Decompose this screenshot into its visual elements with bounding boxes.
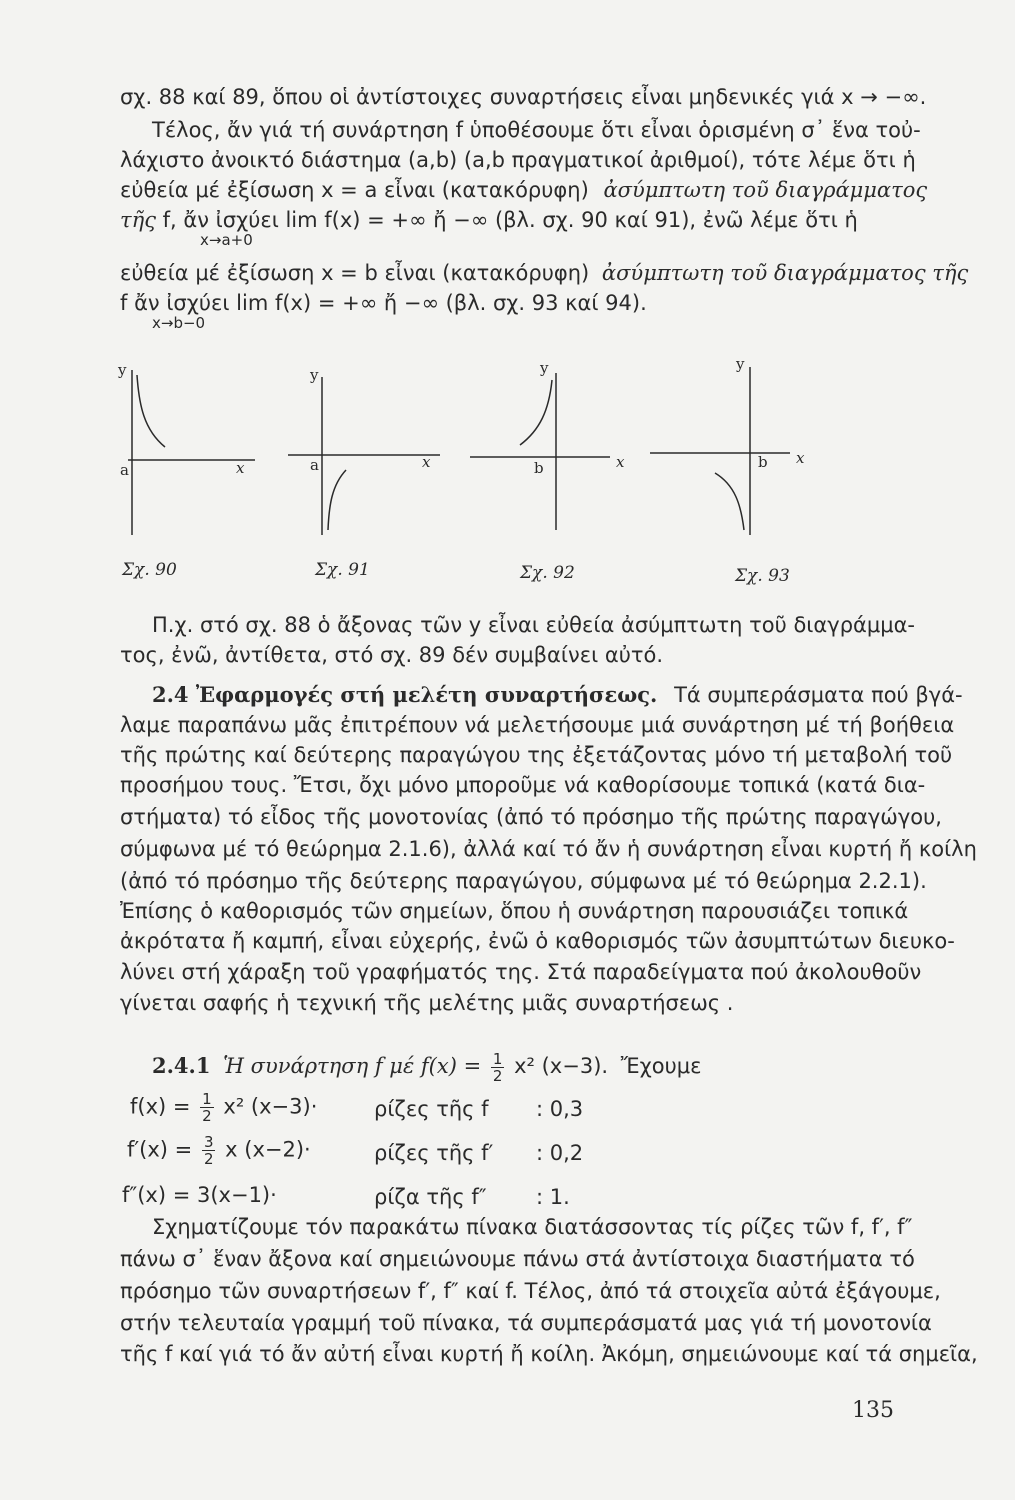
text-line: στήματα) τό εἶδος τῆς μονοτονίας (ἀπό τό πρόσημο τῆς πρώτης παραγώγου, — [120, 805, 942, 829]
example-number: 2.4.1 — [152, 1053, 211, 1078]
roots-values: : 1. — [536, 1185, 570, 1209]
text-segment: f, ἄν ἰσχύει lim f(x) = +∞ ἤ −∞ (βλ. σχ. 90 καί 91), ἐνῶ λέμε ὅτι ἡ — [162, 208, 858, 232]
text-line — [152, 680, 963, 710]
point-label: a — [120, 461, 129, 479]
text-line: λάχιστο ἀνοικτό διάστημα (a,b) (a,b πραγματικοί ἀριθμοί), τότε λέμε ὅτι ἡ — [120, 148, 916, 172]
text-line: Π.χ. στό σχ. 88 ὁ ἄξονας τῶν y εἶναι εὐθεία ἀσύμπτωτη τοῦ διαγράμμα- — [152, 613, 916, 637]
section-heading: 2.4 Ἐφαρμογές στή μελέτη συναρτήσεως. — [152, 682, 658, 707]
text-line: τος, ἐνῶ, ἀντίθετα, στό σχ. 89 δέν συμβαίνει αὐτό. — [120, 643, 664, 667]
text-line: Σχηματίζουμε τόν παρακάτω πίνακα διατάσσοντας τίς ρίζες τῶν f, f′, f″ — [152, 1215, 913, 1239]
text-segment: x² (x−3). — [514, 1054, 609, 1078]
axis-label: y — [540, 359, 549, 377]
fraction-denominator: 2 — [492, 1066, 503, 1085]
text-line: προσήμου τους. Ἔτσι, ὄχι μόνο μποροῦμε νά καθορίσουμε τοπικά (κατά δια- — [120, 773, 926, 797]
text-line: (ἀπό τό πρόσημο τῆς δεύτερης παραγώγου, σύμφωνα μέ τό θεώρημα 2.2.1). — [120, 869, 927, 893]
axis-label: x — [796, 449, 805, 467]
fraction-numerator: 1 — [492, 1049, 503, 1068]
roots-values: : 0,2 — [536, 1141, 584, 1165]
fraction-denominator: 2 — [203, 1150, 214, 1168]
text-line — [120, 258, 969, 288]
function-rhs: x (x−2)· — [225, 1137, 311, 1162]
axis-label: y — [118, 361, 127, 379]
text-line: πάνω σ᾽ ἕναν ἄξονα καί σημειώνουμε πάνω στά ἀντίστοιχα διαστήματα τό — [120, 1247, 915, 1271]
limit-subscript: x→a+0 — [200, 231, 253, 249]
italic-term: ἀσύμπτωτη τοῦ διαγράμματος — [603, 178, 928, 202]
asymptotic-curve — [520, 380, 552, 445]
figures-row — [100, 355, 900, 595]
figure-caption: Σχ. 93 — [735, 566, 790, 586]
figure-90 — [128, 370, 255, 535]
derivative-row — [130, 1091, 317, 1124]
point-label: b — [758, 453, 768, 471]
text-line: πρόσημο τῶν συναρτήσεων f′, f″ καί f. Τέλος, ἀπό τά στοιχεῖα αὐτά ἐξάγουμε, — [120, 1279, 941, 1303]
text-line: σχ. 88 καί 89, ὅπου οἱ ἀντίστοιχες συναρτήσεις εἶναι μηδενικές γιά x → −∞. — [120, 85, 927, 109]
function-lhs: f′(x) = — [127, 1137, 193, 1162]
text-line: γίνεται σαφής ἡ τεχνική τῆς μελέτης μιᾶς συναρτήσεως . — [120, 991, 734, 1015]
text-segment: Ἔχουμε — [620, 1054, 702, 1078]
fraction-numerator: 1 — [202, 1090, 212, 1108]
limit-subscript: x→b−0 — [152, 314, 206, 332]
asymptotic-curve — [328, 470, 346, 530]
text-line: f ἄν ἰσχύει lim f(x) = +∞ ἤ −∞ (βλ. σχ. 93 καί 94). — [120, 291, 647, 315]
fraction-numerator: 3 — [203, 1133, 214, 1151]
point-label: a — [310, 456, 319, 474]
axis-label: y — [736, 355, 745, 373]
axis-label: x — [422, 453, 431, 471]
fraction — [202, 1134, 216, 1167]
text-line — [120, 175, 928, 205]
fraction — [491, 1051, 505, 1084]
text-line: σύμφωνα μέ τό θεώρημα 2.1.6), ἀλλά καί τό ἄν ἡ συνάρτηση εἶναι κυρτή ἤ κοίλη — [120, 837, 977, 861]
roots-label: ρίζες τῆς f′ — [374, 1141, 494, 1165]
point-label: b — [534, 459, 544, 477]
axis-label: y — [310, 366, 319, 384]
example-title-text: Ἡ συνάρτηση f μέ f(x) = — [223, 1054, 482, 1078]
figure-caption: Σχ. 92 — [520, 563, 575, 583]
italic-term: τῆς — [120, 208, 156, 232]
text-line: τῆς πρώτης καί δεύτερης παραγώγου της ἐξετάζοντας μόνο τή μεταβολή τοῦ — [120, 743, 953, 767]
derivative-row: f″(x) = 3(x−1)· — [122, 1183, 277, 1207]
text-line: στήν τελευταία γραμμή τοῦ πίνακα, τά συμπεράσματά μας γιά τή μονοτονία — [120, 1311, 932, 1335]
text-segment: εὐθεία μέ ἐξίσωση x = a εἶναι (κατακόρυφη) — [120, 178, 589, 202]
figure-caption: Σχ. 91 — [315, 560, 370, 580]
text-line: λαμε παραπάνω μᾶς ἐπιτρέπουν νά μελετήσουμε μιά συνάρτηση μέ τή βοήθεια — [120, 713, 955, 737]
roots-label: ρίζες τῆς f — [374, 1097, 489, 1121]
function-rhs: x² (x−3)· — [223, 1094, 318, 1119]
axis-label: x — [616, 453, 625, 471]
text-line: τῆς f καί γιά τό ἄν αὐτή εἶναι κυρτή ἤ κοίλη. Ἀκόμη, σημειώνουμε καί τά σημεῖα, — [120, 1342, 978, 1366]
page-number: 135 — [852, 1398, 894, 1423]
text-line: Ἐπίσης ὁ καθορισμός τῶν σημείων, ὅπου ἡ συνάρτηση παρουσιάζει τοπικά — [120, 899, 909, 923]
figure-caption: Σχ. 90 — [122, 560, 177, 580]
fraction — [200, 1091, 214, 1124]
asymptotic-curve — [715, 473, 744, 530]
text-segment: Τά συμπεράσματα πού βγά- — [674, 683, 963, 707]
roots-values: : 0,3 — [536, 1097, 584, 1121]
asymptotic-curve — [137, 375, 165, 447]
roots-label: ρίζα τῆς f″ — [374, 1185, 487, 1209]
fraction-denominator: 2 — [202, 1107, 212, 1125]
axis-label: x — [236, 459, 245, 477]
text-segment: εὐθεία μέ ἐξίσωση x = b εἶναι (κατακόρυφη) — [120, 261, 590, 285]
derivative-row — [127, 1134, 311, 1167]
figure-92 — [470, 373, 610, 530]
text-line: ἀκρότατα ἤ καμπή, εἶναι εὐχερής, ἐνῶ ὁ καθορισμός τῶν ἀσυμπτώτων διευκο- — [120, 929, 955, 953]
figure-93 — [650, 367, 790, 535]
function-lhs: f(x) = — [130, 1094, 191, 1119]
example-title — [152, 1046, 895, 1086]
text-line: Τέλος, ἄν γιά τή συνάρτηση f ὑποθέσουμε ὅτι εἶναι ὁρισμένη σ᾽ ἕνα τοὐ- — [152, 118, 921, 142]
italic-term: ἀσύμπτωτη τοῦ διαγράμματος τῆς — [601, 261, 969, 285]
text-line: λύνει στή χάραξη τοῦ γραφήματός της. Στά παραδείγματα πού ἀκολουθοῦν — [120, 960, 922, 984]
